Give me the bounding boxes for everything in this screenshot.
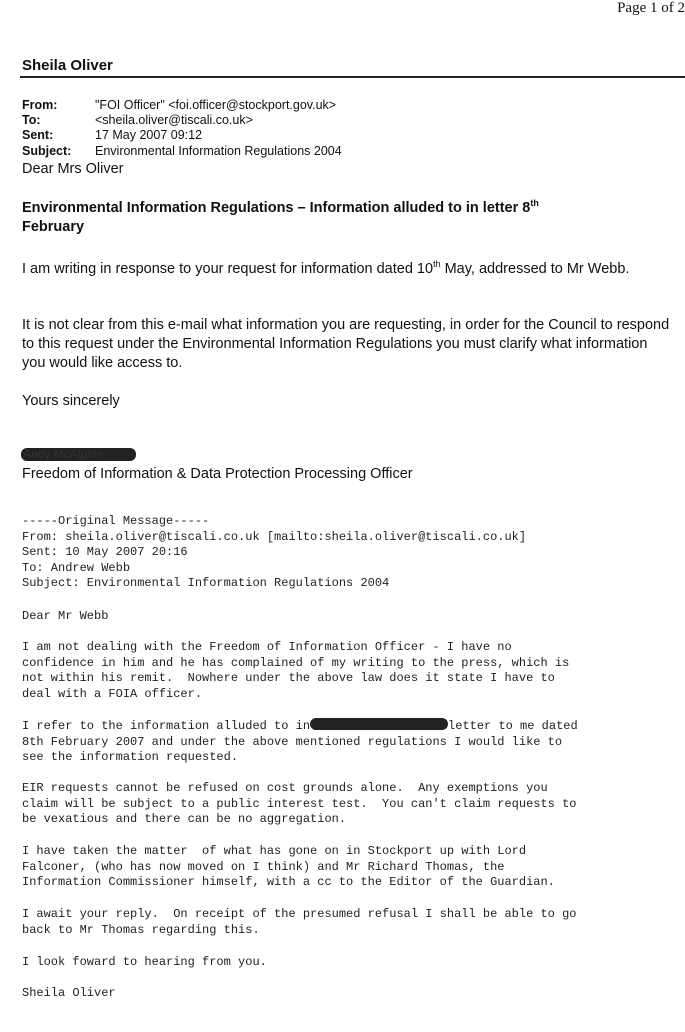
reply-heading: Environmental Information Regulations – Information alluded to in letter 8th February xyxy=(22,198,539,235)
sent-label: Sent: xyxy=(22,128,54,142)
header-from-row xyxy=(22,98,336,113)
page-number: Page 1 of 2 xyxy=(617,0,685,16)
sent-value: 17 May 2007 09:12 xyxy=(95,128,203,142)
original-paragraph-6: I look foward to hearing from you. xyxy=(22,955,267,969)
original-paragraph-1: I am not dealing with the Freedom of Information Officer - I have no confidence in him and he has complained of my writing to the press, which is not within his remit. Nowhere under the above law does it state I have to deal with a FOIA officer. xyxy=(22,640,570,701)
original-paragraph-4: I have taken the matter of what has gone on in Stockport up with Lord Falconer, (who has now moved on I think) and Mr Richard Thomas, the Information Commissioner himself, with a cc to the Editor of the Guardian. xyxy=(22,844,555,890)
original-subject: Subject: Environmental Information Regulations 2004 xyxy=(22,576,390,590)
header-to-row xyxy=(22,113,253,128)
inline-redaction xyxy=(310,718,448,730)
header-subject-row xyxy=(22,144,342,159)
sender-name: Sheila Oliver xyxy=(22,57,113,74)
reply-closing: Yours sincerely xyxy=(22,393,120,409)
reply-paragraph-1: I am writing in response to your request for information dated 10th May, addressed to Mr Webb. xyxy=(22,259,630,277)
original-paragraph-3: EIR requests cannot be refused on cost grounds alone. Any exemptions you claim will be subject to a public interest test. You can't claim requests to be vexatious and there can be no aggregation. xyxy=(22,781,577,827)
reply-salutation: Dear Mrs Oliver xyxy=(22,161,124,177)
original-paragraph-2: I refer to the information alluded to in letter to me dated 8th February 2007 and under the above mentioned regulations I would like to see the information requested. xyxy=(22,719,578,765)
original-salutation: Dear Mr Webb xyxy=(22,609,109,623)
reply-paragraph-2: It is not clear from this e-mail what information you are requesting, in order for the Council to respond to this request under the Environmental Information Regulations you must clarify what information you would like access to. xyxy=(22,317,670,371)
subject-value: Environmental Information Regulations 2004 xyxy=(95,144,342,158)
subject-label: Subject: xyxy=(22,144,72,158)
signatory-redacted-name: Andy McAlpine xyxy=(23,447,104,461)
from-label: From: xyxy=(22,98,58,112)
original-paragraph-5: I await your reply. On receipt of the presumed refusal I shall be able to go back to Mr Thomas regarding this. xyxy=(22,907,577,937)
original-separator: -----Original Message----- xyxy=(22,514,210,528)
original-sent: Sent: 10 May 2007 20:16 xyxy=(22,545,188,559)
original-to: To: Andrew Webb xyxy=(22,561,131,575)
to-value: <sheila.oliver@tiscali.co.uk> xyxy=(95,113,253,127)
to-label: To: xyxy=(22,113,41,127)
original-from: From: sheila.oliver@tiscali.co.uk [mailto:sheila.oliver@tiscali.co.uk] xyxy=(22,530,527,544)
from-value: "FOI Officer" <foi.officer@stockport.gov.uk> xyxy=(95,98,337,112)
signature-redaction xyxy=(21,448,136,461)
header-sent-row xyxy=(22,128,202,143)
signatory-role: Freedom of Information & Data Protection Processing Officer xyxy=(22,466,413,482)
original-signoff: Sheila Oliver xyxy=(22,986,116,1000)
header-rule xyxy=(20,76,685,78)
